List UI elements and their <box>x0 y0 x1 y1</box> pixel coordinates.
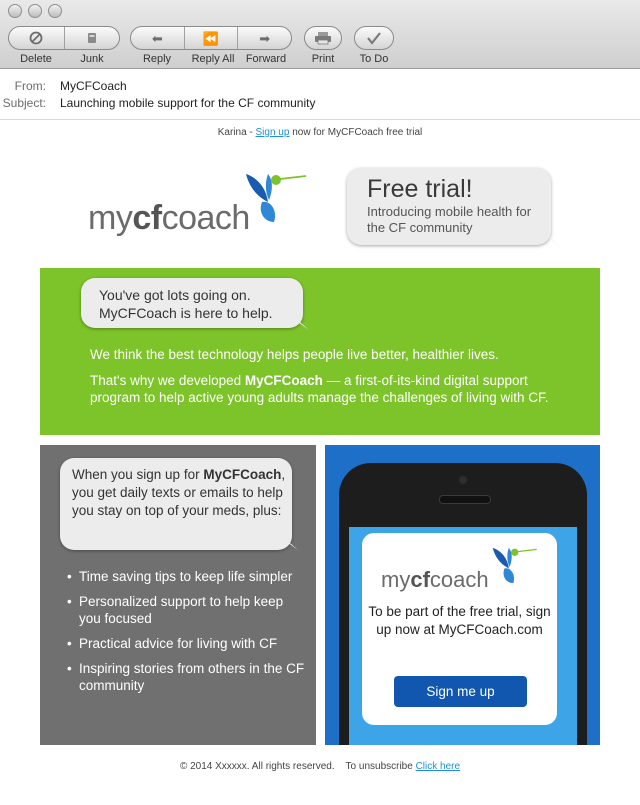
intro-panel <box>40 268 600 435</box>
card-message: To be part of the free trial, sign up now at MyCFCoach.com <box>368 604 551 637</box>
delete-label: Delete <box>20 53 52 65</box>
list-item: • Personalized support to help keep you focused <box>67 593 307 627</box>
phone-card <box>362 533 557 725</box>
phone-camera <box>459 476 467 484</box>
sign-me-up-button[interactable]: Sign me up <box>394 676 527 707</box>
free-trial-subtitle: Introducing mobile health for the CF community <box>367 204 532 235</box>
forward-button[interactable] <box>238 27 291 49</box>
intro-bubble-text: You've got lots going on. MyCFCoach is here to help. <box>99 287 273 321</box>
preheader-signup-link[interactable]: Sign up <box>255 127 290 138</box>
list-item: • Inspiring stories from others in the CF community <box>67 660 307 694</box>
close-window-button[interactable] <box>8 4 22 18</box>
reply-all-arrow-icon: ⏪ <box>202 30 220 46</box>
print-button[interactable] <box>304 26 342 50</box>
junk-label: Junk <box>80 53 104 65</box>
todo-label: To Do <box>359 53 389 65</box>
logo-wordmark: mycfcoach <box>88 199 250 237</box>
forward-arrow-icon: ➡ <box>259 30 271 46</box>
unsubscribe-link[interactable]: Click here <box>415 761 461 772</box>
printer-icon <box>314 31 332 45</box>
footer <box>0 761 640 772</box>
bubble-tail <box>542 230 560 248</box>
preheader-after: now for MyCFCoach free trial <box>289 127 423 138</box>
junk-icon <box>85 31 99 45</box>
reply-label: Reply <box>142 53 172 65</box>
preheader-before: Karina - <box>217 127 256 138</box>
message-header <box>0 69 640 120</box>
free-trial-title: Free trial! <box>367 175 473 203</box>
print-label: Print <box>311 53 335 65</box>
phone-panel <box>325 445 600 745</box>
subject-label: Subject: <box>2 96 46 110</box>
todo-button[interactable] <box>354 26 394 50</box>
list-item: • Time saving tips to keep life simpler <box>67 568 307 585</box>
reply-group <box>130 26 292 50</box>
list-item: • Practical advice for living with CF <box>67 635 307 652</box>
from-value[interactable]: MyCFCoach <box>60 79 127 93</box>
delete-icon <box>29 31 43 45</box>
reply-arrow-icon: ⬅ <box>151 30 163 46</box>
bubble-tail <box>282 536 300 552</box>
hummingbird-icon <box>488 545 540 589</box>
mycfcoach-logo <box>88 170 310 240</box>
reply-all-button[interactable] <box>185 27 239 49</box>
card-logo-wordmark: mycfcoach <box>381 567 489 592</box>
forward-label: Forward <box>245 53 287 65</box>
signup-info-panel <box>40 445 316 745</box>
signup-info-bubble <box>60 458 292 550</box>
delete-button[interactable] <box>9 27 65 49</box>
reply-all-label: Reply All <box>191 53 235 65</box>
intro-bubble <box>81 278 303 328</box>
features-list <box>67 568 307 702</box>
phone-speaker <box>439 495 491 504</box>
intro-paragraph-1: We think the best technology helps people live better, healthier lives. <box>90 347 499 362</box>
footer-text: © 2014 Xxxxxx. All rights reserved. To unsubscribe <box>179 761 416 772</box>
mail-toolbar <box>0 0 640 69</box>
zoom-window-button[interactable] <box>48 4 62 18</box>
minimize-window-button[interactable] <box>28 4 42 18</box>
preheader <box>0 127 640 138</box>
from-label: From: <box>14 79 46 93</box>
junk-button[interactable] <box>65 27 120 49</box>
free-trial-bubble <box>347 168 551 245</box>
intro-paragraph-2: That's why we developed MyCFCoach — a first-of-its-kind digital support program to help active young adults manage the challenges of living with CF. <box>90 373 549 405</box>
subject-value: Launching mobile support for the CF community <box>60 96 316 110</box>
checkmark-icon <box>366 31 382 45</box>
hummingbird-icon <box>240 170 310 230</box>
reply-button[interactable] <box>131 27 185 49</box>
delete-junk-group <box>8 26 120 50</box>
signup-info-text: When you sign up for MyCFCoach, you get daily texts or emails to help you stay on top of your meds, plus: <box>72 467 286 518</box>
